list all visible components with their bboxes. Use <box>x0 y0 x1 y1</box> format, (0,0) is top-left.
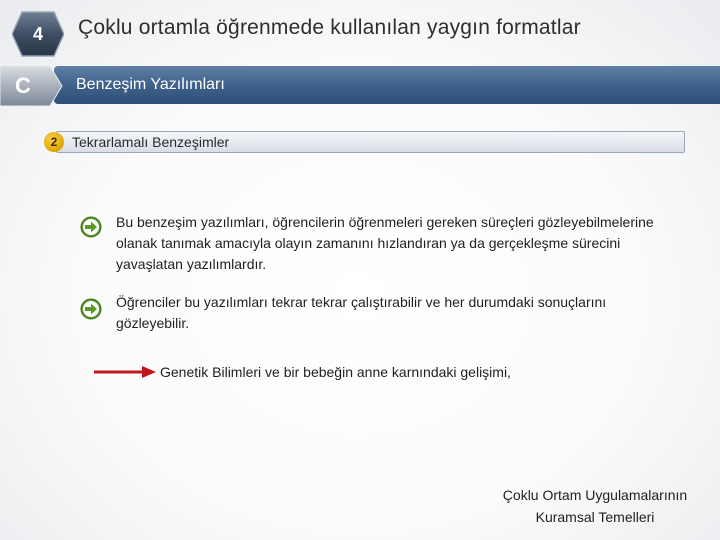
red-arrow-icon <box>94 364 156 380</box>
subsection-number: 2 <box>44 132 64 152</box>
bullet-text-1: Bu benzeşim yazılımları, öğrencilerin öğrenmeleri gereken süreçleri gözleyebilmelerine olanak tanımak amacıyla olayın zamanını hızlandıran ya da gerçekleşme sürecini yavaşlatan yazılımlardır. <box>116 214 654 272</box>
arrow-right-circle-icon <box>80 216 102 238</box>
arrow-right-circle-icon <box>80 298 102 320</box>
example-text: Genetik Bilimleri ve bir bebeğin anne karnındaki gelişimi, <box>160 364 511 380</box>
section-title: Benzeşim Yazılımları <box>76 76 225 93</box>
footer-line-2: Kuramsal Temelleri <box>535 509 655 525</box>
chapter-badge <box>12 10 64 58</box>
page-title: Çoklu ortamla öğrenmede kullanılan yaygın formatlar <box>78 16 581 39</box>
bullet-text-2: Öğrenciler bu yazılımları tekrar tekrar çalıştırabilir ve her durumdaki sonuçlarını gözleyebilir. <box>116 294 607 331</box>
footer-line-1: Çoklu Ortam Uygulamalarının <box>502 487 688 503</box>
section-badge <box>0 66 64 106</box>
chapter-number: 4 <box>32 23 43 44</box>
footer <box>470 484 720 528</box>
subsection-title: Tekrarlamalı Benzeşimler <box>72 134 230 150</box>
section-letter: C <box>15 73 31 98</box>
